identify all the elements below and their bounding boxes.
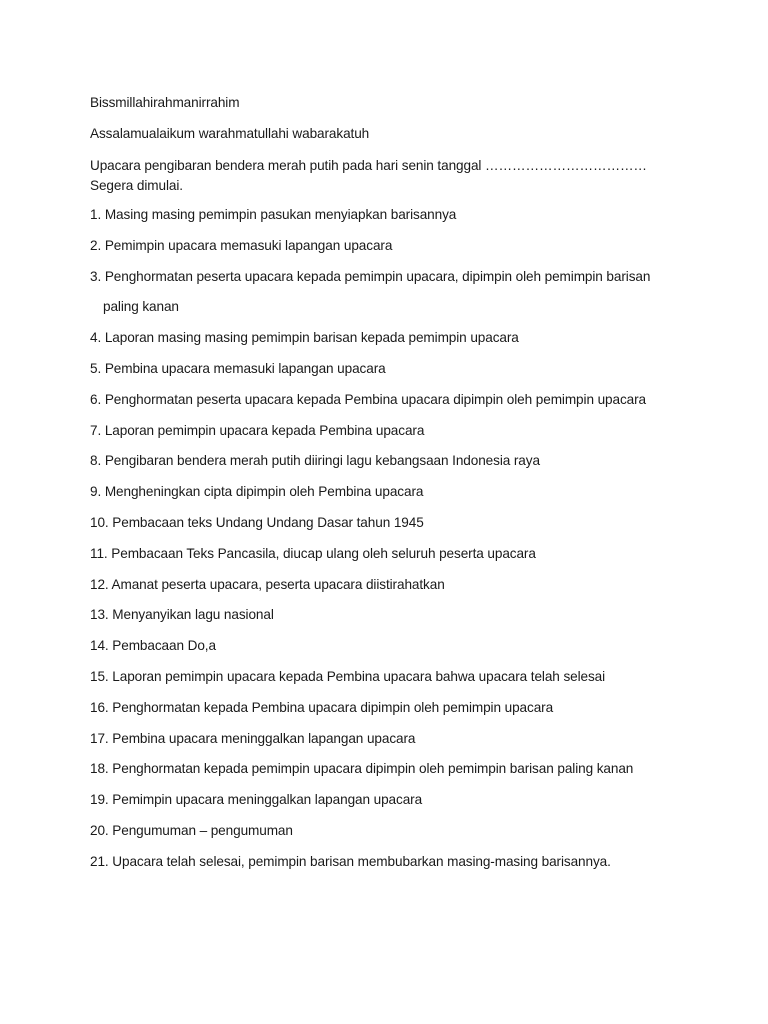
list-item xyxy=(90,606,710,624)
list-item xyxy=(90,452,710,470)
list-item xyxy=(90,545,710,563)
list-item-text: 19. Pemimpin upacara meninggalkan lapangan upacara xyxy=(90,792,423,808)
list-item-continuation: paling kanan xyxy=(103,299,179,315)
list-item xyxy=(90,329,710,347)
list-item xyxy=(90,699,710,717)
list-item xyxy=(90,422,710,440)
list-item-text: 15. Laporan pemimpin upacara kepada Pembina upacara bahwa upacara telah selesai xyxy=(90,668,606,684)
list-item xyxy=(90,822,710,840)
list-item-text: 12. Amanat peserta upacara, peserta upacara diistirahatkan xyxy=(90,576,445,592)
list-item-text: 13. Menyanyikan lagu nasional xyxy=(90,607,274,623)
list-item-text: 18. Penghormatan kepada pemimpin upacara dipimpin oleh pemimpin barisan paling kanan xyxy=(90,761,634,777)
list-item-text: 1. Masing masing pemimpin pasukan menyiapkan barisannya xyxy=(90,207,457,222)
list-item xyxy=(90,206,710,224)
list-item-text: 2. Pemimpin upacara memasuki lapangan upacara xyxy=(90,237,393,253)
list-item xyxy=(90,637,710,655)
list-item xyxy=(90,483,710,501)
list-item xyxy=(90,360,710,378)
list-item-text: 10. Pembacaan teks Undang Undang Dasar tahun 1945 xyxy=(90,514,424,530)
intro-paragraph: Upacara pengibaran bendera merah putih pada hari senin tanggal ……………………………… Segera dimulai. xyxy=(90,158,647,193)
list-item-text: 9. Mengheningkan cipta dipimpin oleh Pembina upacara xyxy=(90,484,424,500)
list-item xyxy=(90,791,710,809)
list-item-text: 4. Laporan masing masing pemimpin barisan kepada pemimpin upacara xyxy=(90,330,519,346)
list-item xyxy=(90,514,710,532)
list-item-text: 16. Penghormatan kepada Pembina upacara dipimpin oleh pemimpin upacara xyxy=(90,699,554,715)
list-item-text: 17. Pembina upacara meninggalkan lapangan upacara xyxy=(90,730,416,746)
list-item xyxy=(90,668,710,686)
list-item xyxy=(90,237,710,255)
opening-basmalah: Bissmillahirahmanirrahim xyxy=(90,95,240,110)
list-item-text: 7. Laporan pemimpin upacara kepada Pembina upacara xyxy=(90,422,425,438)
list-item-text: 5. Pembina upacara memasuki lapangan upacara xyxy=(90,360,386,376)
list-item xyxy=(90,391,710,409)
list-item xyxy=(90,268,710,317)
list-item-text: 3. Penghormatan peserta upacara kepada pemimpin upacara, dipimpin oleh pemimpin barisan xyxy=(90,268,651,284)
list-item xyxy=(90,760,710,778)
list-item-text: 11. Pembacaan Teks Pancasila, diucap ulang oleh seluruh peserta upacara xyxy=(90,545,536,561)
ceremony-steps-list xyxy=(90,206,710,884)
list-item xyxy=(90,853,710,871)
list-item-text: 14. Pembacaan Do,a xyxy=(90,638,216,654)
list-item xyxy=(90,576,710,594)
list-item xyxy=(90,730,710,748)
list-item-text: 20. Pengumuman – pengumuman xyxy=(90,822,293,838)
opening-greeting: Assalamualaikum warahmatullahi wabarakatuh xyxy=(90,126,370,141)
list-item-text: 8. Pengibaran bendera merah putih diiringi lagu kebangsaan Indonesia raya xyxy=(90,453,540,469)
list-item-text: 6. Penghormatan peserta upacara kepada Pembina upacara dipimpin oleh pemimpin upacara xyxy=(90,391,646,407)
list-item-text: 21. Upacara telah selesai, pemimpin barisan membubarkan masing-masing barisannya. xyxy=(90,853,611,869)
